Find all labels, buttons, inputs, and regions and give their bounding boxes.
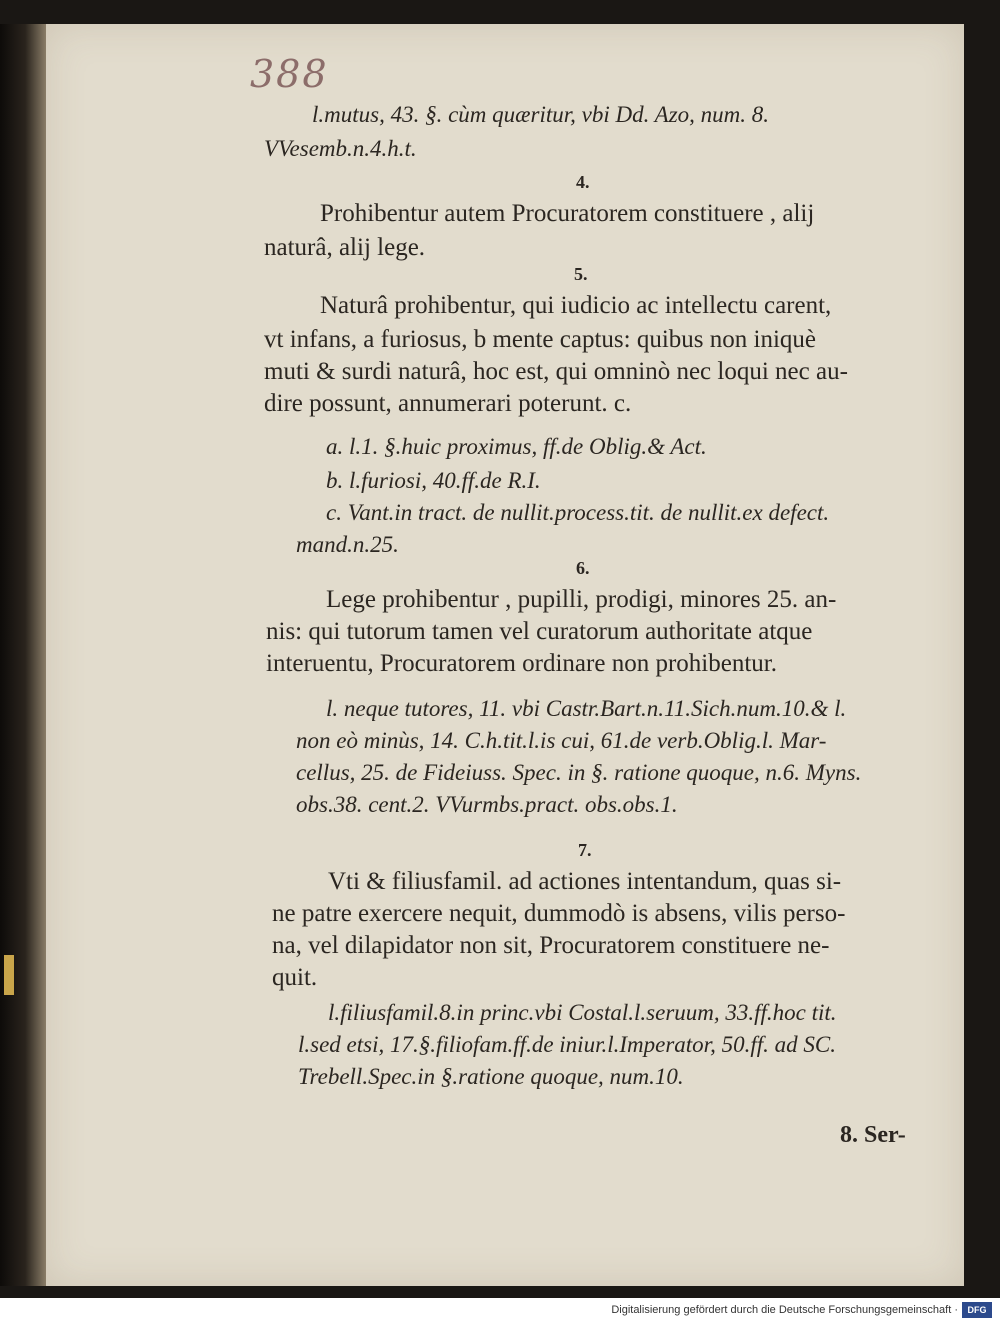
sec7-ref-2: l.sed etsi, 17.§.filiofam.ff.de iniur.l.Imperator, 50.ff. ad SC. <box>298 1032 836 1057</box>
sec6-line-1: Lege prohibentur , pupilli, prodigi, minores 25. an- <box>326 586 837 613</box>
sec4-line-2: naturâ, alij lege. <box>264 234 426 261</box>
ribbon-marker <box>4 955 14 995</box>
digitization-footer <box>0 1298 1000 1324</box>
catchword: 8. Ser- <box>840 1122 906 1148</box>
section-number-5: 5. <box>574 264 588 284</box>
top-ref-line-2: VVesemb.n.4.h.t. <box>264 136 417 161</box>
sec5-line-4: dire possunt, annumerari poterunt. c. <box>264 390 632 417</box>
handwritten-page-number: 388 <box>250 52 329 96</box>
sec6-line-3: interuentu, Procuratorem ordinare non prohibentur. <box>266 650 777 677</box>
sec7-line-1: Vti & filiusfamil. ad actiones intentandum, quas si- <box>328 868 842 895</box>
section-number-7: 7. <box>578 840 592 860</box>
sec5-line-3: muti & surdi naturâ, hoc est, qui omninò nec loqui nec au- <box>264 358 848 385</box>
sec7-line-2: ne patre exercere nequit, dummodò is absens, vilis perso- <box>272 900 846 927</box>
dfg-logo-icon: DFG <box>962 1302 992 1318</box>
sec5-note-a: a. l.1. §.huic proximus, ff.de Oblig.& Act. <box>326 434 707 459</box>
section-number-4: 4. <box>576 172 590 192</box>
book-binding-edge <box>0 24 46 1286</box>
footer-credit-text: Digitalisierung gefördert durch die Deutsche Forschungsgemeinschaft · <box>611 1304 958 1316</box>
section-number-6: 6. <box>576 558 590 578</box>
sec5-line-1: Naturâ prohibentur, qui iudicio ac intellectu carent, <box>320 292 832 319</box>
sec4-line-1: Prohibentur autem Procuratorem constituere , alij <box>320 200 815 227</box>
sec7-line-3: na, vel dilapidator non sit, Procuratorem constituere ne- <box>272 932 830 959</box>
sec5-note-c: c. Vant.in tract. de nullit.process.tit. de nullit.ex defect. <box>326 500 830 525</box>
sec6-ref-4: obs.38. cent.2. VVurmbs.pract. obs.obs.1. <box>296 792 678 817</box>
sec6-ref-2: non eò minùs, 14. C.h.tit.l.is cui, 61.de verb.Oblig.l. Mar- <box>296 728 827 753</box>
sec7-ref-1: l.filiusfamil.8.in princ.vbi Costal.l.seruum, 33.ff.hoc tit. <box>328 1000 837 1025</box>
sec6-ref-3: cellus, 25. de Fideiuss. Spec. in §. ratione quoque, n.6. Myns. <box>296 760 862 785</box>
sec7-line-4: quit. <box>272 964 318 991</box>
sec7-ref-3: Trebell.Spec.in §.ratione quoque, num.10. <box>298 1064 684 1089</box>
sec5-note-c-cont: mand.n.25. <box>296 532 399 557</box>
sec5-note-b: b. l.furiosi, 40.ff.de R.I. <box>326 468 541 493</box>
sec6-line-2: nis: qui tutorum tamen vel curatorum authoritate atque <box>266 618 813 645</box>
sec5-line-2: vt infans, a furiosus, b mente captus: quibus non iniquè <box>264 326 817 353</box>
top-ref-line-1: l.mutus, 43. §. cùm quæritur, vbi Dd. Azo, num. 8. <box>312 102 770 127</box>
sec6-ref-1: l. neque tutores, 11. vbi Castr.Bart.n.11.Sich.num.10.& l. <box>326 696 847 721</box>
